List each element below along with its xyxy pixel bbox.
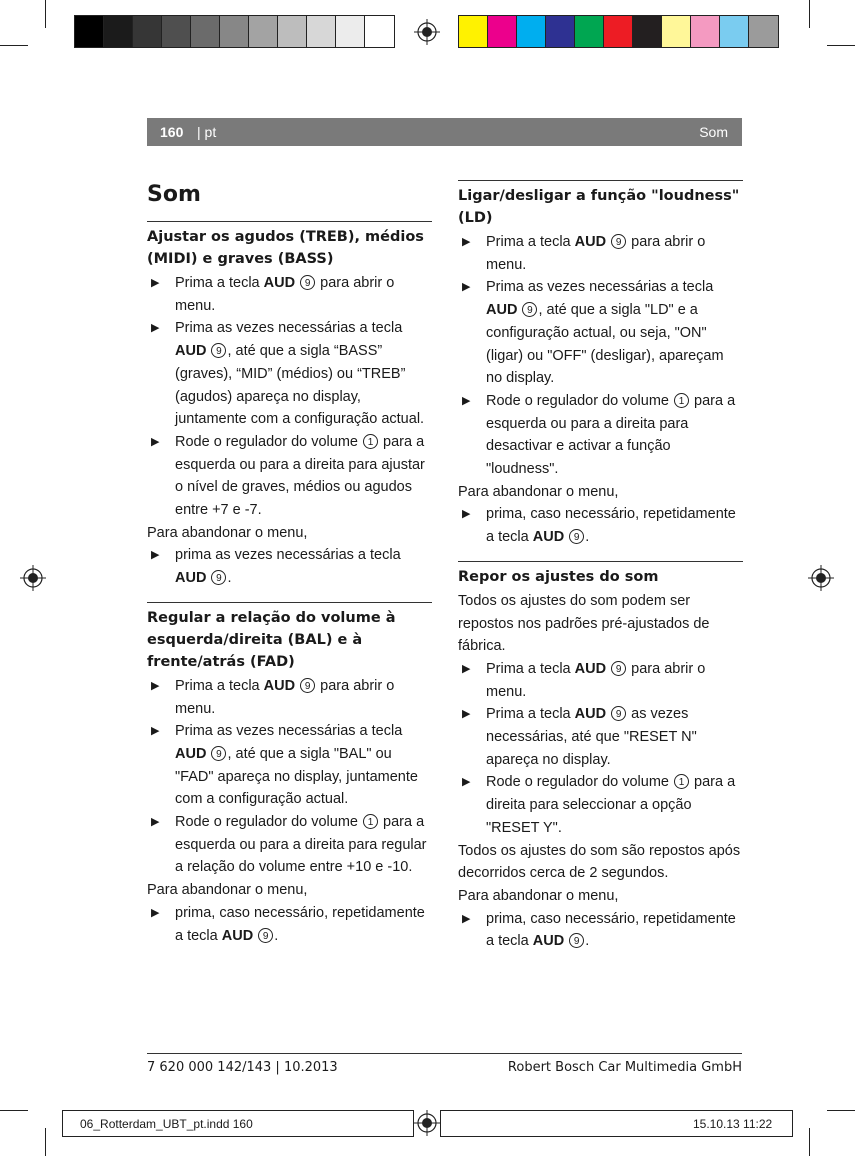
registration-mark-icon <box>414 19 440 45</box>
instruction-step: ▶ Rode o regulador do volume 1 para a esquerda ou para a direita para desactivar e activar a função "loudness". <box>458 390 743 481</box>
instruction-step: ▶ Rode o regulador do volume 1 para a esquerda ou para a direita para regular a relação do volume entre +10 e -10. <box>147 811 432 879</box>
left-column <box>147 180 432 947</box>
bullet-arrow-icon: ▶ <box>151 906 160 919</box>
key-label: AUD <box>574 660 607 677</box>
key-label: AUD <box>263 677 296 694</box>
color-swatch <box>691 16 720 47</box>
color-swatch <box>459 16 488 47</box>
key-label: AUD <box>532 933 565 950</box>
callout-number: 9 <box>611 661 626 676</box>
page-footer <box>147 1053 742 1084</box>
section-heading: Ligar/desligar a função "loudness" (LD) <box>458 188 740 226</box>
bullet-arrow-icon: ▶ <box>462 708 471 721</box>
note-text: Para abandonar o menu, <box>147 882 308 899</box>
registration-mark-icon <box>20 565 46 591</box>
process-color-bar <box>458 15 779 48</box>
registration-mark-icon <box>414 1110 440 1136</box>
section-rule <box>458 561 743 562</box>
key-label: AUD <box>486 302 518 319</box>
instruction-step: ▶ Prima a tecla AUD 9 para abrir o menu. <box>458 658 743 703</box>
slug-filename: 06_Rotterdam_UBT_pt.indd 160 <box>80 1117 253 1131</box>
page-title: Som <box>147 182 201 207</box>
key-label: AUD <box>175 570 207 587</box>
callout-number: 9 <box>211 570 226 585</box>
bullet-arrow-icon: ▶ <box>462 508 471 521</box>
color-swatch <box>104 16 133 47</box>
exit-step: ▶ prima, caso necessário, repetidamente a tecla AUD 9 . <box>147 902 432 947</box>
note-text: Todos os ajustes do som são repostos após decorridos cerca de 2 segundos. <box>458 842 741 882</box>
gray-color-bar <box>74 15 395 48</box>
color-swatch <box>249 16 278 47</box>
section-rule <box>147 602 432 603</box>
callout-number: 9 <box>300 275 315 290</box>
color-swatch <box>307 16 336 47</box>
callout-number: 9 <box>569 933 584 948</box>
bullet-arrow-icon: ▶ <box>151 725 160 738</box>
right-column <box>458 180 743 953</box>
section-name: Som <box>699 124 728 140</box>
callout-number: 9 <box>258 928 273 943</box>
key-label: AUD <box>221 927 254 944</box>
spacer <box>147 590 432 602</box>
callout-number: 1 <box>363 814 378 829</box>
section-heading: Repor os ajustes do som <box>458 568 659 585</box>
key-label: AUD <box>175 343 207 360</box>
color-swatch <box>336 16 365 47</box>
document-number: 7 620 000 142/143 | 10.2013 <box>147 1060 338 1075</box>
section-heading: Regular a relação do volume à esquerda/direita (BAL) e à frente/atrás (FAD) <box>147 609 396 670</box>
callout-number: 9 <box>611 234 626 249</box>
color-swatch <box>278 16 307 47</box>
instruction-step: ▶ Rode o regulador do volume 1 para a direita para seleccionar a opção "RESET Y". <box>458 771 743 839</box>
color-swatch <box>633 16 662 47</box>
exit-step: ▶ prima, caso necessário, repetidamente a tecla AUD 9 . <box>458 503 743 548</box>
bullet-arrow-icon: ▶ <box>151 435 160 448</box>
publisher: Robert Bosch Car Multimedia GmbH <box>507 1060 742 1075</box>
section <box>147 221 432 590</box>
note-text: Para abandonar o menu, <box>458 887 619 904</box>
color-swatch <box>220 16 249 47</box>
instruction-step: ▶ Prima a tecla AUD 9 as vezes necessárias, até que "RESET N" apareça no display. <box>458 703 743 771</box>
section <box>458 180 743 549</box>
key-label: AUD <box>574 234 607 250</box>
section-heading: Ajustar os agudos (TREB), médios (MIDI) e graves (BASS) <box>147 229 424 267</box>
registration-mark-icon <box>808 565 834 591</box>
callout-number: 1 <box>674 774 689 789</box>
color-swatch <box>749 16 778 47</box>
section-rule <box>147 221 432 222</box>
spacer <box>458 549 743 561</box>
color-swatch <box>75 16 104 47</box>
callout-number: 9 <box>569 529 584 544</box>
instruction-step: ▶ Prima a tecla AUD 9 para abrir o menu. <box>458 231 743 276</box>
section <box>147 590 432 947</box>
callout-number: 1 <box>674 393 689 408</box>
color-swatch <box>162 16 191 47</box>
bullet-arrow-icon: ▶ <box>151 322 160 335</box>
note-text: Para abandonar o menu, <box>458 483 619 500</box>
color-swatch <box>133 16 162 47</box>
page-header <box>147 118 742 146</box>
instruction-step: ▶ Prima a tecla AUD 9 para abrir o menu. <box>147 675 432 720</box>
page-number: 160 <box>160 124 184 140</box>
callout-number: 9 <box>300 678 315 693</box>
instruction-step: ▶ Prima as vezes necessárias a tecla AUD 9 , até que a sigla “BASS” (graves), “MID” (médios) ou “TREB” (agudos) apareça no display, juntamente com a configuração actual. <box>147 317 432 431</box>
section <box>458 549 743 953</box>
bullet-arrow-icon: ▶ <box>151 549 160 562</box>
color-swatch <box>720 16 749 47</box>
bullet-arrow-icon: ▶ <box>462 236 471 248</box>
key-label: AUD <box>574 706 607 723</box>
section-rule <box>458 180 743 181</box>
bullet-arrow-icon: ▶ <box>462 281 471 294</box>
bullet-arrow-icon: ▶ <box>151 679 160 692</box>
note-text: Para abandonar o menu, <box>147 524 308 541</box>
instruction-step: ▶ Prima as vezes necessárias a tecla AUD 9 , até que a sigla "BAL" ou "FAD" apareça no display, juntamente com a configuração actual. <box>147 720 432 811</box>
bullet-arrow-icon: ▶ <box>151 816 160 829</box>
instruction-step: ▶ Prima a tecla AUD 9 para abrir o menu. <box>147 272 432 317</box>
callout-number: 9 <box>211 746 226 761</box>
exit-step: ▶ prima as vezes necessárias a tecla AUD 9 . <box>147 544 432 589</box>
color-swatch <box>662 16 691 47</box>
intro-text: Todos os ajustes do som podem ser repostos nos padrões pré-ajustados de fábrica. <box>458 592 710 655</box>
color-swatch <box>546 16 575 47</box>
key-label: AUD <box>175 745 207 762</box>
bullet-arrow-icon: ▶ <box>462 662 471 675</box>
bullet-arrow-icon: ▶ <box>151 277 160 289</box>
language-code: | pt <box>197 124 217 140</box>
color-swatch <box>488 16 517 47</box>
exit-step: ▶ prima, caso necessário, repetidamente a tecla AUD 9 . <box>458 908 743 953</box>
color-swatch <box>365 16 394 47</box>
color-swatch <box>191 16 220 47</box>
callout-number: 9 <box>522 302 537 317</box>
instruction-step: ▶ Rode o regulador do volume 1 para a esquerda ou para a direita para ajustar o nível de graves, médios ou agudos entre +7 e -7. <box>147 431 432 522</box>
callout-number: 1 <box>363 434 378 449</box>
slug-date: 15.10.13 11:22 <box>693 1117 773 1131</box>
bullet-arrow-icon: ▶ <box>462 394 471 407</box>
key-label: AUD <box>532 529 565 546</box>
color-swatch <box>604 16 633 47</box>
key-label: AUD <box>263 275 296 291</box>
bullet-arrow-icon: ▶ <box>462 776 471 789</box>
bullet-arrow-icon: ▶ <box>462 912 471 925</box>
callout-number: 9 <box>211 343 226 358</box>
callout-number: 9 <box>611 706 626 721</box>
color-swatch <box>575 16 604 47</box>
instruction-step: ▶ Prima as vezes necessárias a tecla AUD 9 , até que a sigla "LD" e a configuração actual, ou seja, "ON" (ligar) ou "OFF" (desligar), apareçam no display. <box>458 276 743 390</box>
color-swatch <box>517 16 546 47</box>
